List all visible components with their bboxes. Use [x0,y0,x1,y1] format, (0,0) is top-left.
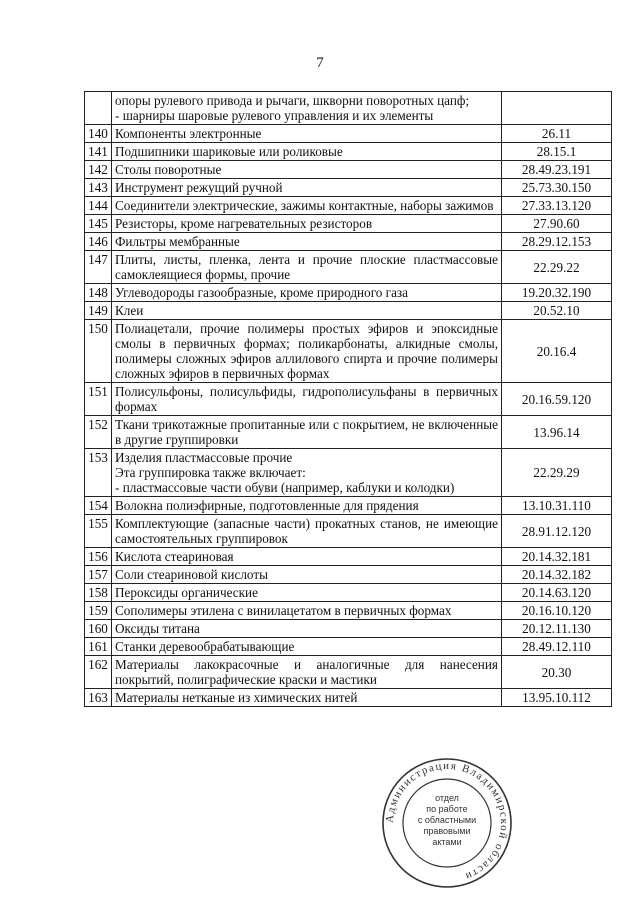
okpd-code: 20.12.11.130 [502,620,612,638]
description-line: Соединители электрические, зажимы контактные, наборы зажимов [115,198,494,213]
code-row [502,638,612,656]
table-row [85,251,502,284]
okpd-code: 20.16.59.120 [502,383,612,416]
okpd-code: 20.30 [502,656,612,689]
item-description [112,197,502,215]
row-number: 147 [85,251,112,284]
okpd-code: 22.29.22 [502,251,612,284]
code-row [502,197,612,215]
item-description [112,233,502,251]
description-line: - пластмассовые части обуви (например, каблуки и колодки) [115,480,455,495]
row-number: 157 [85,566,112,584]
table-row [85,548,502,566]
stamp-line: по работе [426,804,468,814]
okpd-code: 20.52.10 [502,302,612,320]
stamp-line: актами [432,837,462,847]
item-description [112,566,502,584]
code-row [502,233,612,251]
table-row [85,515,502,548]
okpd-code: 28.49.23.191 [502,161,612,179]
item-description [112,161,502,179]
code-row [502,179,612,197]
okpd-code: 28.91.12.120 [502,515,612,548]
description-line: Ткани трикотажные пропитанные или с покрытием, не включенные в другие группировки [115,417,498,447]
okpd-code: 28.29.12.153 [502,233,612,251]
item-description [112,602,502,620]
description-line: Полиацетали, прочие полимеры простых эфиров и эпоксидные смолы в первичных формах; поликарбонаты, алкидные смолы, полимеры сложных эфиров аллилового спирта и прочие полимеры сложных эфиров в первичных формах [115,321,498,381]
code-row [502,548,612,566]
item-description [112,215,502,233]
code-row [502,566,612,584]
row-number: 155 [85,515,112,548]
okpd-code: 25.73.30.150 [502,179,612,197]
table-row [85,161,502,179]
table-row [85,320,502,383]
description-line: Соли стеариновой кислоты [115,567,268,582]
description-line: Подшипники шариковые или роликовые [115,144,343,159]
description-line: Оксиды титана [115,621,200,636]
table-row [85,449,502,497]
okpd-code: 22.29.29 [502,449,612,497]
row-number: 154 [85,497,112,515]
code-row [502,320,612,383]
description-line: Волокна полиэфирные, подготовленные для прядения [115,498,419,513]
code-row [502,602,612,620]
table-row [85,125,502,143]
description-line: Углеводороды газообразные, кроме природного газа [115,285,408,300]
row-number: 146 [85,233,112,251]
item-description [112,383,502,416]
table-row [85,602,502,620]
row-number: 148 [85,284,112,302]
okpd-code: 27.90.60 [502,215,612,233]
description-line: опоры рулевого привода и рычаги, шкворни поворотных цапф; [115,93,470,108]
stamp-line: правовыми [423,826,471,836]
description-line: Столы поворотные [115,162,222,177]
row-number [85,92,112,125]
table-row [85,143,502,161]
code-row [502,161,612,179]
code-row [502,584,612,602]
row-number: 141 [85,143,112,161]
description-line: Эта группировка также включает: [115,465,306,480]
okpd-code: 13.96.14 [502,416,612,449]
row-number: 162 [85,656,112,689]
item-description [112,302,502,320]
table-row [85,497,502,515]
description-line: Инструмент режущий ручной [115,180,283,195]
item-description [112,656,502,689]
table-row [85,284,502,302]
code-row [502,689,612,707]
item-description [112,284,502,302]
description-line: Изделия пластмассовые прочие [115,450,293,465]
okpd-code: 13.95.10.112 [502,689,612,707]
table-row [85,215,502,233]
table-row [85,689,502,707]
item-description [112,548,502,566]
okpd-code: 19.20.32.190 [502,284,612,302]
code-row [502,143,612,161]
code-row [502,215,612,233]
table-row [85,197,502,215]
row-number: 149 [85,302,112,320]
code-row [502,416,612,449]
table-row [85,302,502,320]
row-number: 142 [85,161,112,179]
table-row [85,92,502,125]
item-description [112,143,502,161]
okpd-code: 20.16.10.120 [502,602,612,620]
description-line: Сополимеры этилена с винилацетатом в первичных формах [115,603,452,618]
description-line: Клеи [115,303,144,318]
description-line: Компоненты электронные [115,126,262,141]
table-row [85,416,502,449]
code-row [502,515,612,548]
code-row [502,383,612,416]
item-description [112,320,502,383]
table-row [85,566,502,584]
code-row [502,449,612,497]
official-stamp [380,756,514,890]
row-number: 152 [85,416,112,449]
item-description [112,620,502,638]
okpd-code: 20.16.4 [502,320,612,383]
item-description [112,449,502,497]
description-line: Материалы нетканые из химических нитей [115,690,358,705]
description-line: Станки деревообрабатывающие [115,639,295,654]
row-number: 159 [85,602,112,620]
item-description [112,515,502,548]
okpd-code: 20.14.63.120 [502,584,612,602]
description-line: Пероксиды органические [115,585,258,600]
code-row [502,251,612,284]
codes-column [501,91,612,707]
table-row [85,179,502,197]
description-line: Комплектующие (запасные части) прокатных станов, не имеющие самостоятельных группировок [115,516,498,546]
table-row [85,584,502,602]
code-row [502,92,612,125]
table-row [85,620,502,638]
row-number: 145 [85,215,112,233]
description-line: Полисульфоны, полисульфиды, гидрополисульфаны в первичных формах [115,384,498,414]
page-number: 7 [316,55,324,71]
row-number: 140 [85,125,112,143]
item-description [112,125,502,143]
row-number: 144 [85,197,112,215]
table-row [85,383,502,416]
table-row [85,233,502,251]
description-line: Кислота стеариновая [115,549,234,564]
okpd-code: 28.15.1 [502,143,612,161]
code-row [502,302,612,320]
item-description [112,638,502,656]
code-row [502,125,612,143]
table-row [85,638,502,656]
row-number: 163 [85,689,112,707]
item-description [112,179,502,197]
okpd-code: 20.14.32.181 [502,548,612,566]
row-number: 160 [85,620,112,638]
okpd-code: 27.33.13.120 [502,197,612,215]
code-row [502,497,612,515]
table-row [85,656,502,689]
description-line: - шарниры шаровые рулевого управления и их элементы [115,108,434,123]
row-number: 158 [85,584,112,602]
item-description [112,416,502,449]
row-number: 156 [85,548,112,566]
code-row [502,284,612,302]
description-line: Резисторы, кроме нагревательных резисторов [115,216,373,231]
row-number: 161 [85,638,112,656]
item-description [112,584,502,602]
code-row [502,656,612,689]
item-description [112,251,502,284]
item-description [112,689,502,707]
description-line: Плиты, листы, пленка, лента и прочие плоские пластмассовые самоклеящиеся формы, прочие [115,252,498,282]
code-row [502,620,612,638]
stamp-line: с областными [417,815,477,825]
description-line: Материалы лакокрасочные и аналогичные для нанесения покрытий, полиграфические краски и мастики [115,657,498,687]
okpd-code: 28.49.12.110 [502,638,612,656]
okpd-code: 13.10.31.110 [502,497,612,515]
okpd-code: 26.11 [502,125,612,143]
okpd-code: 20.14.32.182 [502,566,612,584]
row-number: 143 [85,179,112,197]
okpd-code [502,92,612,125]
row-number: 151 [85,383,112,416]
items-table [84,91,502,707]
row-number: 153 [85,449,112,497]
item-description [112,92,502,125]
row-number: 150 [85,320,112,383]
stamp-line: отдел [435,793,459,803]
item-description [112,497,502,515]
description-line: Фильтры мембранные [115,234,240,249]
stamp-ring-text: Администрация Владимирской области [383,759,511,883]
